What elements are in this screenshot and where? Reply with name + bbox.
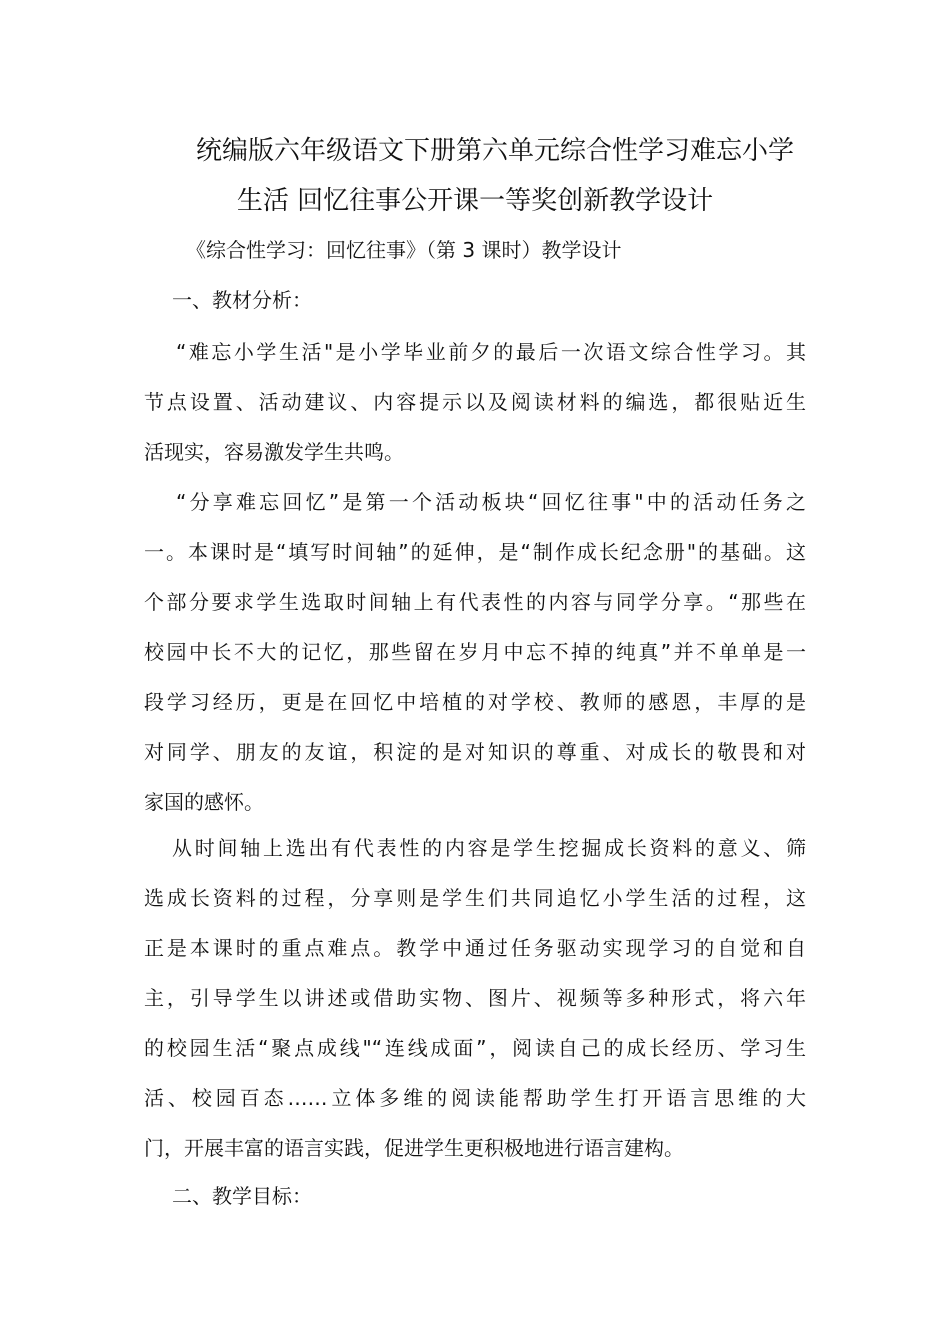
paragraph-line: 的校园生活“聚点成线"“连线成面”，阅读自己的成长经历、学习生 [144,1036,806,1060]
paragraph-line: 段学习经历，更是在回忆中培植的对学校、教师的感恩，丰厚的是 [144,690,806,714]
paragraph-line: 校园中长不大的记忆，那些留在岁月中忘不掉的纯真”并不单单是一 [144,640,806,664]
section-heading-teaching-objectives: 二、教学目标： [172,1184,312,1208]
paragraph-line: 个部分要求学生选取时间轴上有代表性的内容与同学分享。“那些在 [144,590,806,614]
paragraph-line: “分享难忘回忆”是第一个活动板块“回忆往事"中的活动任务之 [176,490,806,514]
paragraph-line: 一。本课时是“填写时间轴”的延伸，是“制作成长纪念册"的基础。这 [144,540,806,564]
paragraph-line: 主，引导学生以讲述或借助实物、图片、视频等多种形式，将六年 [144,986,806,1010]
paragraph-line: 活现实，容易激发学生共鸣。 [144,440,404,464]
paragraph-line: 对同学、朋友的友谊，积淀的是对知识的尊重、对成长的敬畏和对 [144,740,806,764]
paragraph-line: 选成长资料的过程，分享则是学生们共同追忆小学生活的过程，这 [144,886,806,910]
document-subtitle: 《综合性学习：回忆往事》（第 3 课时）教学设计 [186,238,622,262]
paragraph-line: 正是本课时的重点难点。教学中通过任务驱动实现学习的自觉和自 [144,936,806,960]
document-title-line-2: 生活 回忆往事公开课一等奖创新教学设计 [236,186,714,216]
document-title-line-1: 统编版六年级语文下册第六单元综合性学习难忘小学 [195,136,794,166]
paragraph-line: 节点设置、活动建议、内容提示以及阅读材料的编选，都很贴近生 [144,390,806,414]
paragraph-2 [144,477,806,827]
section-heading-textbook-analysis: 一、教材分析： [172,288,312,312]
paragraph-3 [144,823,806,1173]
paragraph-line: 门，开展丰富的语言实践，促进学生更积极地进行语言建构。 [144,1136,684,1160]
paragraph-line: 从时间轴上选出有代表性的内容是学生挖掘成长资料的意义、筛 [172,836,806,860]
paragraph-line: 活、校园百态……立体多维的阅读能帮助学生打开语言思维的大 [144,1086,806,1110]
paragraph-line: “难忘小学生活"是小学毕业前夕的最后一次语文综合性学习。其 [176,340,806,364]
paragraph-1 [144,327,806,477]
paragraph-line: 家国的感怀。 [144,790,264,814]
